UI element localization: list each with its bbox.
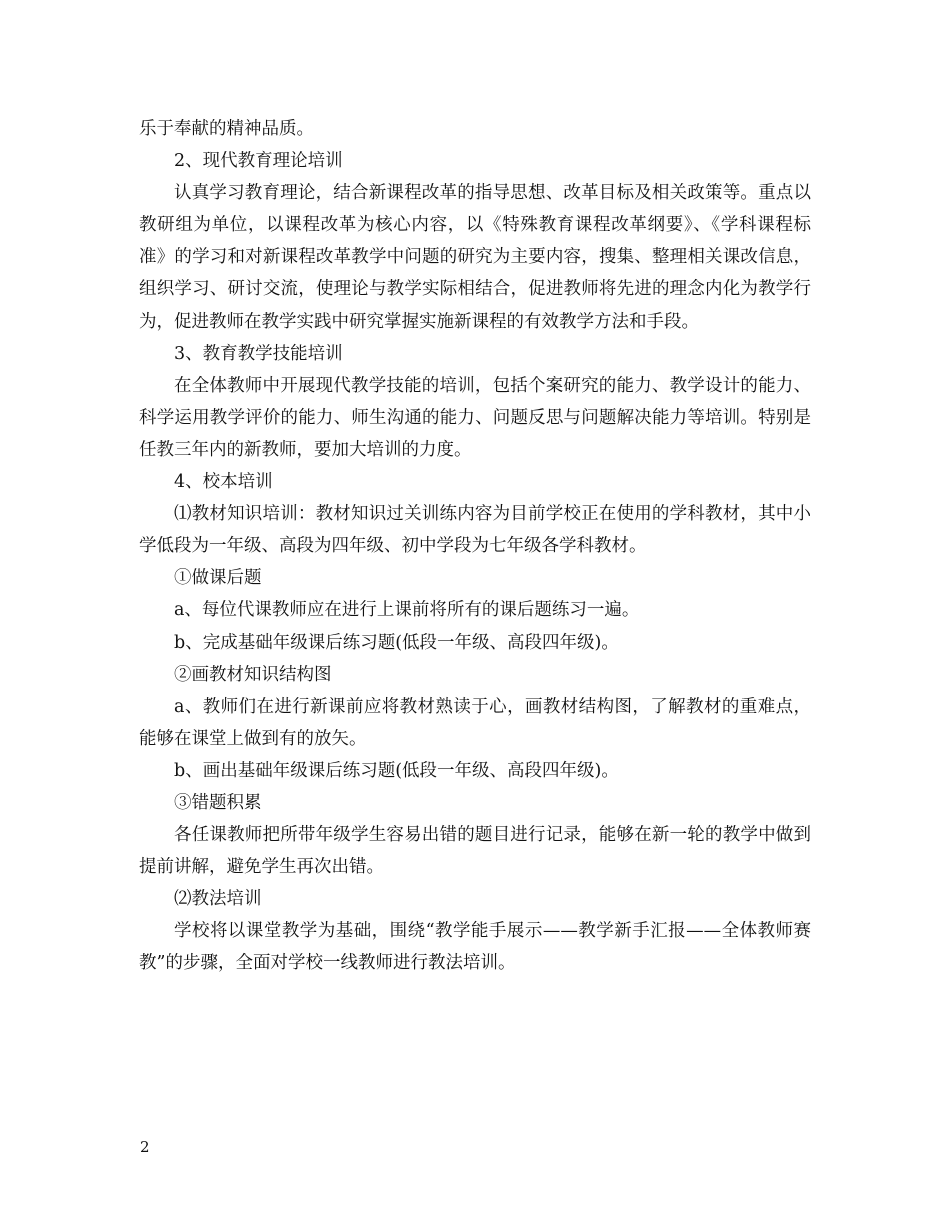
page-number: 2 xyxy=(140,1138,150,1156)
paragraph-theory-study: 认真学习教育理论，结合新课程改革的指导思想、改革目标及相关政策等。重点以教研组为单位，以课程改革为核心内容，以《特殊教育课程改革纲要》、《学科课程标准》的学习和对新课程改革教学中问题的研究为主要内容，搜集、整理相关课改信息，组织学习、研讨交流，使理论与教学实际相结合，促进教师将先进的理念内化为教学行为，促进教师在教学实践中研究掌握实施新课程的有效教学方法和手段。 xyxy=(139,183,811,332)
paragraph-skills-training: 在全体教师中开展现代教学技能的培训，包括个案研究的能力、教学设计的能力、科学运用教学评价的能力、师生沟通的能力、问题反思与问题解决能力等培训。特别是任教三年内的新教师，要加大培训的力度。 xyxy=(139,375,811,460)
item-structure-a: a、教师们在进行新课前应将教材熟读于心，画教材结构图，了解教材的重难点，能够在课堂上做到有的放矢。 xyxy=(139,696,811,749)
item-exercise-b: b、完成基础年级课后练习题(低段一年级、高段四年级)。 xyxy=(174,632,619,653)
subheading-error-collection: ③错题积累 xyxy=(174,792,262,813)
paragraph-textbook-knowledge: ⑴教材知识培训：教材知识过关训练内容为目前学校正在使用的学科教材，其中小学低段为一年级、高段为四年级、初中学段为七年级各学科教材。 xyxy=(139,504,811,557)
subheading-after-class-exercises: ①做课后题 xyxy=(174,568,262,589)
heading-teaching-skills: 3、教育教学技能培训 xyxy=(174,343,343,364)
heading-modern-education-theory: 2、现代教育理论培训 xyxy=(174,151,343,172)
subheading-knowledge-structure-map: ②画教材知识结构图 xyxy=(174,664,332,685)
paragraph-continuation: 乐于奉献的精神品质。 xyxy=(139,119,314,139)
heading-teaching-method-training: ⑵教法培训 xyxy=(174,889,262,910)
page-body xyxy=(139,113,811,980)
item-exercise-a: a、每位代课教师应在进行上课前将所有的课后题练习一遍。 xyxy=(174,600,640,621)
heading-school-training: 4、校本培训 xyxy=(174,472,273,493)
paragraph-teaching-method: 学校将以课堂教学为基础，围绕“教学能手展示——教学新手汇报——全体教师赛教”的步骤，全面对学校一线教师进行教法培训。 xyxy=(139,921,811,974)
paragraph-error-collection: 各任课教师把所带年级学生容易出错的题目进行记录，能够在新一轮的教学中做到提前讲解，避免学生再次出错。 xyxy=(139,825,811,878)
item-structure-b: b、画出基础年级课后练习题(低段一年级、高段四年级)。 xyxy=(174,760,619,781)
